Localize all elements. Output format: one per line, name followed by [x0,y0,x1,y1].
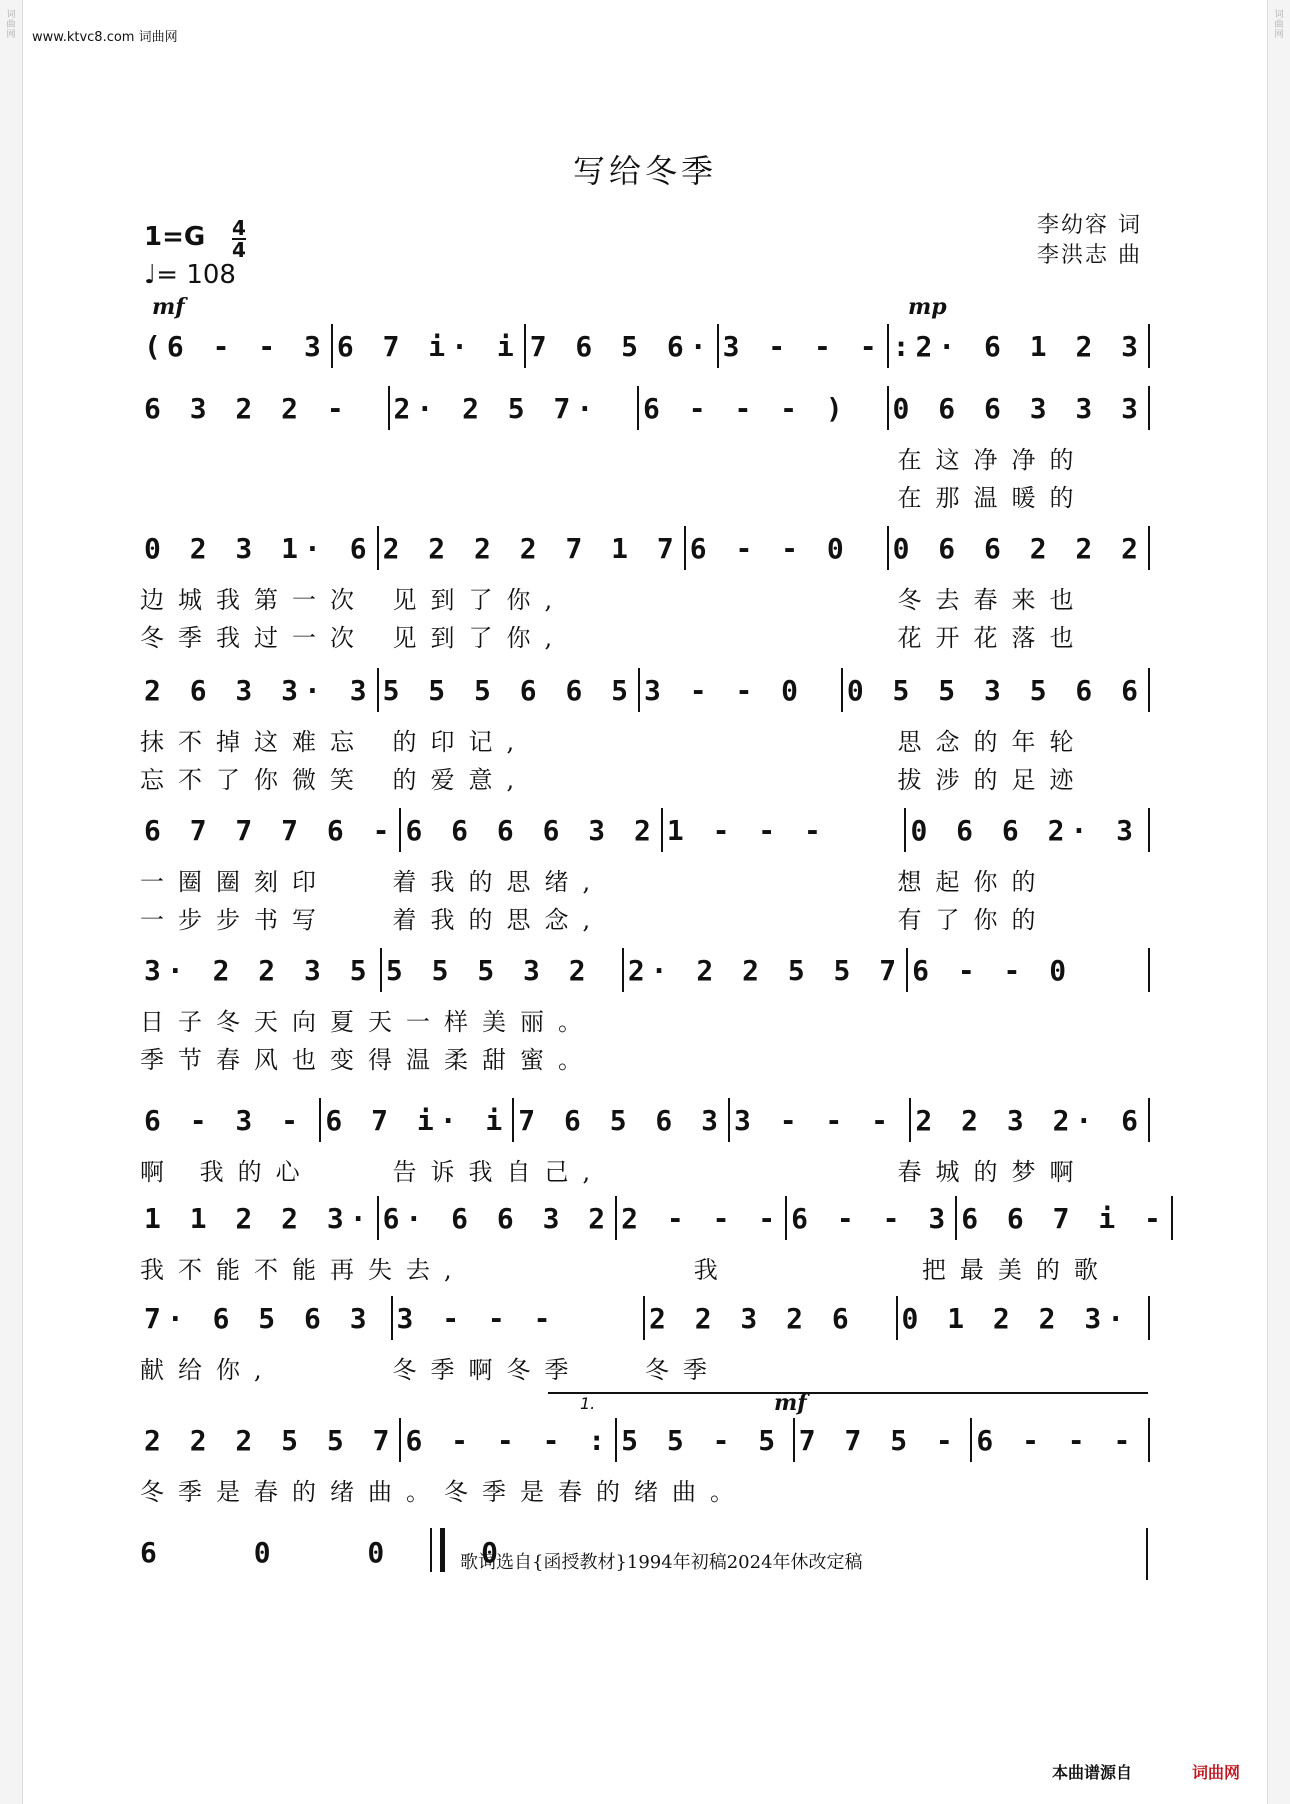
lyric-line [140,1350,1150,1385]
lyric: 在那温暖的 [897,484,1088,512]
measure: 6 - 3 - [144,1103,305,1137]
barline [1148,948,1150,992]
score-row-9 [140,1296,1150,1340]
lyric: 把最美的歌 [921,1256,1112,1284]
measure: 0 6 6 3 3 3 [892,391,1144,425]
lyric: 春城的梦啊 [897,1158,1088,1186]
lyric: 见到了你, [392,624,567,652]
measure: 3 - - - [734,1103,895,1137]
dynamic-mf-2: mf [774,1390,807,1416]
lyric [645,722,898,757]
lyric [140,440,393,475]
barline [1148,386,1150,430]
lyric: 我不能不能再失去, [140,1256,466,1284]
lyric: 日子冬天向夏天 [140,1008,406,1036]
measure: 2 6 3 3· 3 [144,673,373,707]
barline [1148,808,1150,852]
lyric [654,1040,902,1075]
lyric: 抹不掉这难忘 [140,728,368,756]
measure: 0 1 2 2 3· [901,1301,1131,1335]
lyric: 想起你的 [897,868,1050,896]
footer-label: 本曲谱源自 [1051,1763,1132,1782]
barline [1148,324,1150,368]
score-row-5 [140,808,1150,852]
measure: 3 - - - [396,1301,557,1335]
lyric [645,618,898,653]
lyric [902,1002,1150,1037]
barline [1148,1098,1150,1142]
lyric [645,580,898,615]
time-top: 4 [232,216,246,240]
score-row-8 [140,1196,1167,1240]
lyric: 温柔甜蜜。 [406,1046,596,1074]
lyric: 见到了你, [392,586,567,614]
lyric-line [140,722,1150,757]
measure: 2 2 3 2· 6 [915,1103,1144,1137]
lyric-line [140,580,1150,615]
score-row-2 [140,386,1150,430]
lyric: 有了你的 [897,906,1050,934]
lyric-line [140,760,1150,795]
lyric: 一步步书写 [140,906,330,934]
measure: (6 - - 3 [144,329,327,363]
lyric-line [140,900,1150,935]
measure: 2· 2 2 5 5 7 [627,953,903,987]
measure: 1 1 2 2 3· [144,1201,373,1235]
measure: 0 6 6 2· 3 [910,813,1140,847]
lyric-line [140,1002,1150,1037]
measure: 7 6 5 6 3 [518,1103,724,1137]
measure: 2 2 2 2 7 1 7 [382,531,680,565]
measure: :2· 6 1 2 3 [892,329,1145,363]
measure: 7 6 5 6· [529,329,713,363]
lyric [645,1152,898,1187]
score-row-7 [140,1098,1150,1142]
lyric-line [140,618,1150,653]
footer-brand-link[interactable]: 词曲网 [1191,1763,1240,1782]
barline [1148,668,1150,712]
lyric-line [140,440,1150,475]
volta-label: 1. [580,1394,596,1413]
measure: 6 6 6 6 3 2 [405,813,657,847]
lyric: 边城我第一次 [140,586,368,614]
lyric: 冬季是春的绪曲。 [444,1478,748,1506]
lyric [654,1002,902,1037]
score-row-10 [140,1418,1150,1462]
lyric [140,478,393,513]
measure: 2 2 3 2 6 [649,1301,855,1335]
lyric [393,440,646,475]
lyric [949,1472,1150,1507]
lyric: 在这净净的 [897,446,1088,474]
lyric: 啊 我的心 [140,1158,314,1186]
footer [1052,1760,1240,1783]
lyricist-credit: 李幼容 词 [1037,213,1142,238]
lyric: 冬季我过一次 [140,624,368,652]
measure: 2 2 2 5 5 7 [144,1423,396,1457]
lyric [645,478,898,513]
lyric: 告诉我自己, [392,1158,605,1186]
time-bottom: 4 [232,238,246,262]
lyric [898,1350,1151,1385]
time-signature [232,218,246,260]
lyric [645,440,898,475]
measure: 6 3 2 2 - [144,391,350,425]
dynamic-mf: mf [152,294,185,320]
left-watermark-strip: 词 曲 网 [0,0,23,1804]
measure: 6· 6 6 3 2 [382,1201,612,1235]
volta-bracket [548,1392,1148,1394]
end-barline [1146,1528,1148,1580]
measure: 7· 6 5 6 3 [144,1301,373,1335]
lyric: 拔涉的足迹 [897,766,1088,794]
final-measure: 6 0 0 0 [140,1536,539,1569]
lyric: 忘不了你微笑 [140,766,368,794]
source-note: 歌词选自{函授教材}1994年初稿2024年休改定稿 [460,1552,863,1573]
score-row-3 [140,526,1150,570]
lyric [902,1040,1150,1075]
measure: 6 - - - : [405,1423,612,1457]
score-row-4 [140,668,1150,712]
lyric-line [140,1152,1150,1187]
measure: 6 - - - ) [643,391,849,425]
measure: 6 - - 3 [791,1201,952,1235]
lyric-line [140,1472,1150,1507]
measure: 5 5 5 6 6 5 [382,673,635,707]
measure: 3 - - 0 [644,673,805,707]
lyric: 着我的思绪, [392,868,605,896]
lyric [748,1472,949,1507]
measure: 7 7 5 - [798,1423,959,1457]
lyric: 花开花落也 [897,624,1088,652]
lyric-line [140,478,1150,513]
measure: 5 5 5 3 2 [385,953,592,987]
song-title: 写给冬季 [572,152,717,190]
measure: 0 6 6 2 2 2 [892,531,1144,565]
measure: 0 5 5 3 5 6 6 [846,673,1144,707]
lyric: 冬去春来也 [897,586,1088,614]
lyric: 一样美丽。 [406,1008,596,1036]
key-signature: 1=G [144,222,206,252]
measure: 3· 2 2 3 5 [144,953,373,987]
measure: 6 - - 0 [689,531,850,565]
measure: 5 5 - 5 [621,1423,782,1457]
lyric: 一圈圈刻印 [140,868,330,896]
measure: 6 - - 0 [912,953,1073,987]
lyric [645,900,898,935]
barline [1171,1196,1173,1240]
score-row-6 [140,948,1150,992]
measure: 2 - - - [621,1201,782,1235]
lyric: 我 [693,1256,732,1284]
measure: 6 7 i· i [325,1103,509,1137]
barline [1148,1296,1150,1340]
lyric: 思念的年轮 [897,728,1088,756]
lyric-line [140,862,1150,897]
tempo-marking: ♩= 108 [144,260,236,290]
measure: 6 - - - [976,1423,1137,1457]
final-double-barline [430,1528,445,1572]
site-header[interactable]: www.ktvc8.com 词曲网 [32,30,178,45]
measure: 1 - - - [666,813,827,847]
barline [1148,1418,1150,1462]
lyric: 冬季是春的绪曲。 [140,1478,444,1506]
lyric [466,1250,694,1285]
barline [1148,526,1150,570]
measure: 6 7 7 7 6 - [144,813,396,847]
measure: 3 - - - [722,329,883,363]
lyric: 献给你, [140,1356,276,1384]
measure: 6 6 7 i - [961,1201,1167,1235]
lyric-line [140,1250,1150,1285]
lyric: 的印记, [392,728,529,756]
measure: 2· 2 5 7· [393,391,600,425]
measure: 0 2 3 1· 6 [144,531,373,565]
lyric [645,862,898,897]
lyric: 着我的思念, [392,906,605,934]
lyric: 冬季 [645,1356,721,1384]
lyric: 冬季啊冬季 [392,1356,583,1384]
composer-credit: 李洪志 曲 [1037,243,1142,268]
lyric: 的爱意, [392,766,529,794]
lyric-line [140,1040,1150,1075]
right-watermark-strip: 词 曲 网 [1267,0,1290,1804]
measure: 6 7 i· i [336,329,520,363]
lyric: 季节春风也变得 [140,1046,406,1074]
lyric [393,478,646,513]
lyric [645,760,898,795]
score-row-1 [140,324,1150,368]
dynamic-mp: mp [908,294,947,320]
